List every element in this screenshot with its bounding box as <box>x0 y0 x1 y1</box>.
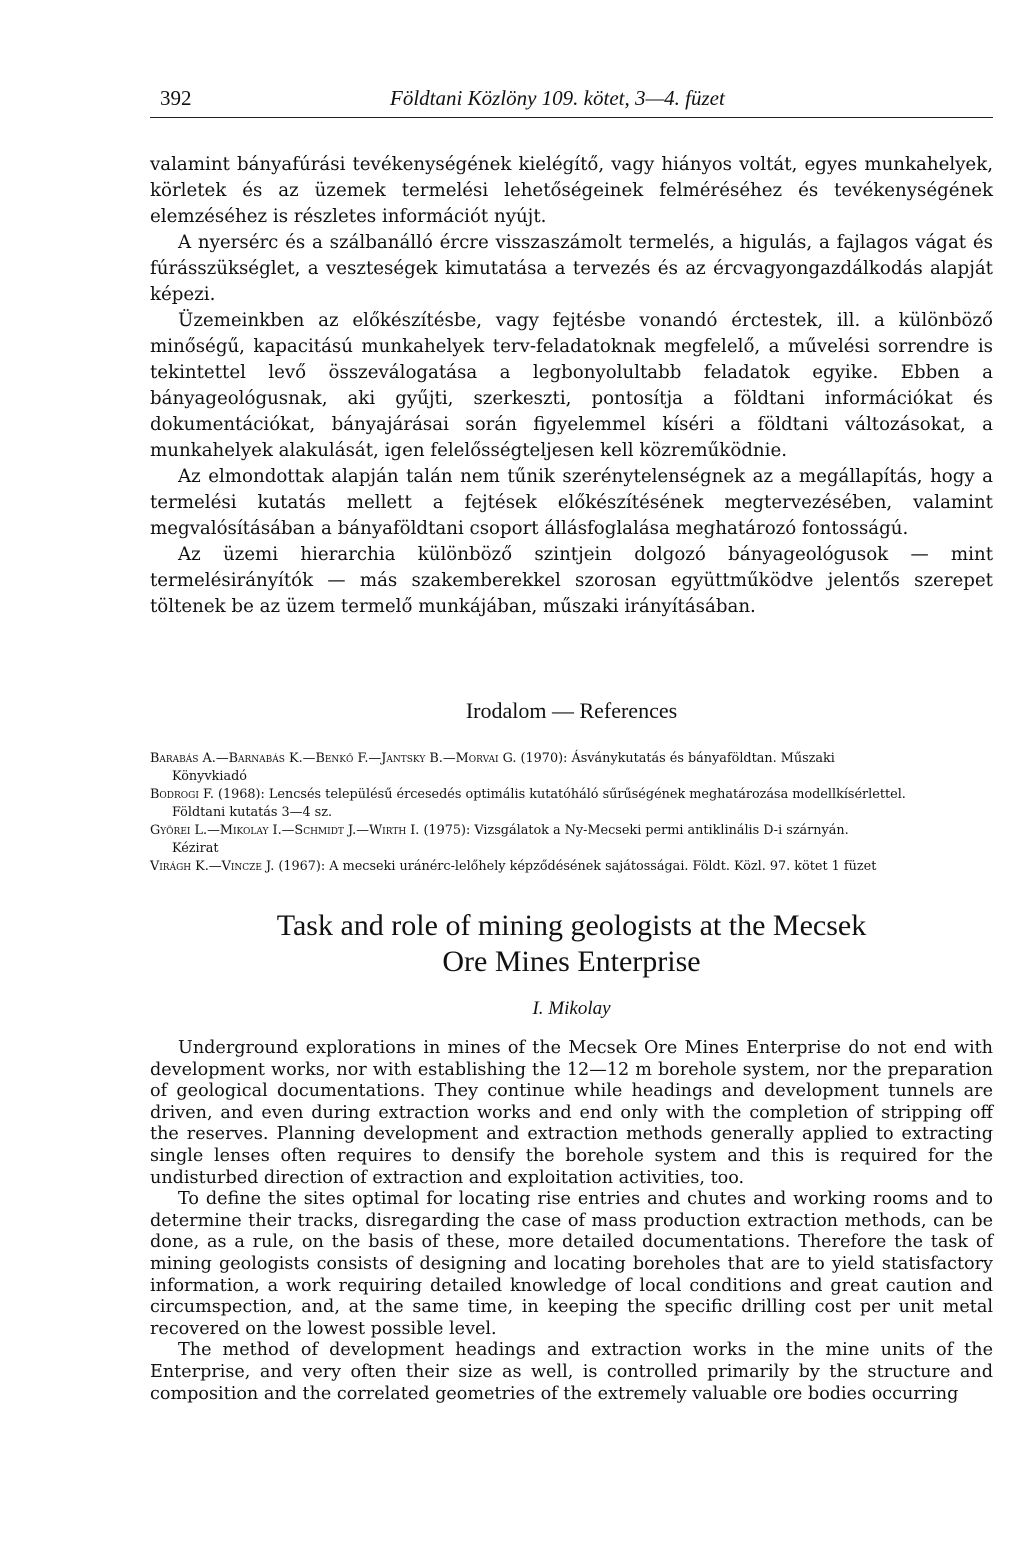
hungarian-body <box>150 152 993 620</box>
reference-continuation: Földtani kutatás 3—4 sz. <box>172 805 333 820</box>
header-rule <box>150 117 993 118</box>
reference-item <box>150 750 993 786</box>
page-number: 392 <box>160 86 192 110</box>
reference-item <box>150 786 993 822</box>
paragraph: The method of development headings and extraction works in the mine units of the Enterprise, and very often their size as well, is controlled primarily by the structure and composition and the correlated geometries of the extremely valuable ore bodies occurring <box>150 1340 993 1404</box>
page <box>150 78 993 1404</box>
english-title-line: Ore Mines Enterprise <box>442 945 701 978</box>
reference-text: (1975): Vizsgálatok a Ny-Mecseki permi antiklinális D-i szárnyán. <box>419 823 849 838</box>
english-title-line: Task and role of mining geologists at the Mecsek <box>276 909 867 942</box>
references-heading: Irodalom — References <box>465 698 678 723</box>
paragraph: Üzemeinkben az előkészítésbe, vagy fejtésbe vonandó érctestek, ill. a különböző minőségű, kapacitású munkahelyek terv-feladatoknak megfelelő, a művelési sorrendre is tekintettel levő összeválogatása a legbonyolultabb feladatok egyike. Ebben a bányageológusnak, aki gyűjti, szerkeszti, pontosítja a földtani információkat és dokumentációkat, bányajárásai során figyelemmel kíséri a földtani változásokat, a munkahelyek alakulását, igen felelősségteljesen kell közreműködnie. <box>150 310 993 461</box>
reference-list <box>150 750 993 876</box>
reference-item <box>150 822 993 858</box>
reference-authors: Barabás A.—Barnabás K.—Benkő F.—Jantsky B.—Morvai G. <box>150 751 517 766</box>
english-title <box>150 908 993 980</box>
reference-text: (1970): Ásványkutatás és bányaföldtan. Műszaki <box>516 751 835 766</box>
running-title: Földtani Közlöny 109. kötet, 3—4. füzet <box>390 86 725 110</box>
reference-continuation: Kézirat <box>172 841 219 856</box>
reference-item <box>150 858 993 876</box>
paragraph: To define the sites optimal for locating rise entries and chutes and working rooms and to determine their tracks, disregarding the case of mass production extraction methods, can be done, as a rule, on the basis of these, more detailed documentations. Therefore the task of mining geologists consists of designing and locating boreholes that are to yield statisfactory information, a work requiring detailed knowledge of local conditions and great caution and circumspection, and, at the same time, in keeping the specific drilling cost per unit metal recovered on the lowest possible level. <box>150 1189 993 1339</box>
reference-authors: Virágh K.—Vincze J. <box>150 859 275 874</box>
paragraph: A nyersérc és a szálbanálló ércre visszaszámolt termelés, a higulás, a fajlagos vágat és fúrásszükséglet, a veszteségek kimutatása a tervezés és az ércvagyongazdálkodás alapját képezi. <box>150 232 993 305</box>
reference-text: (1967): A mecseki uránérc-lelőhely képződésének sajátosságai. Földt. Közl. 97. kötet 1 füzet <box>274 859 877 874</box>
reference-text: (1968): Lencsés településű ércesedés optimális kutatóháló sűrűségének meghatározása modellkísérlettel. <box>213 787 906 802</box>
english-body <box>150 1038 993 1405</box>
reference-authors: Bodrogi F. <box>150 787 214 802</box>
page-header <box>150 78 993 112</box>
paragraph: Az elmondottak alapján talán nem tűnik szerénytelenségnek az a megállapítás, hogy a termelési kutatás mellett a fejtések előkészítésének megtervezésében, valamint megvalósításában a bányaföldtani csoport állásfoglalása meghatározó fontosságú. <box>150 466 993 539</box>
paragraph: Underground explorations in mines of the Mecsek Ore Mines Enterprise do not end with development works, nor with establishing the 12—12 m borehole system, nor the preparation of geological documentations. They continue while headings and development tunnels are driven, and even during extraction works and end only with the completion of stripping off the reserves. Planning development and extraction methods generally applied to extracting single lenses often requires to densify the borehole system and this is required for the undisturbed direction of extraction and exploitation activities, too. <box>150 1038 993 1188</box>
reference-authors: Györei L.—Mikolay I.—Schmidt J.—Wirth I. <box>150 823 420 838</box>
paragraph: Az üzemi hierarchia különböző szintjein dolgozó bányageológusok — mint termelésirányítók — más szakemberekkel szorosan együttműködve jelentős szerepet töltenek be az üzem termelő munkájában, műszaki irányításában. <box>150 544 993 617</box>
paragraph: valamint bányafúrási tevékenységének kielégítő, vagy hiányos voltát, egyes munkahelyek, körletek és az üzemek termelési lehetőségeinek felméréséhez és tevékenységének elemzéséhez is részletes információt nyújt. <box>150 154 993 227</box>
author-name: I. Mikolay <box>532 998 611 1019</box>
reference-continuation: Könyvkiadó <box>172 769 247 784</box>
